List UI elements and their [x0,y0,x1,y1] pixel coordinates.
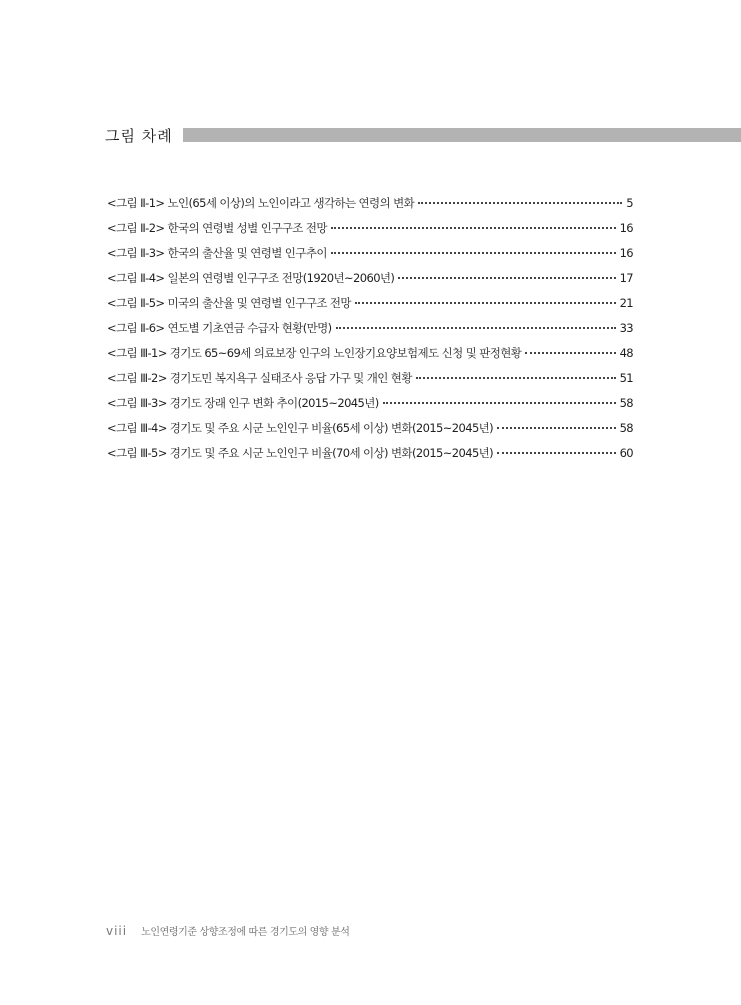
figure-title: 경기도 및 주요 시군 노인인구 비율(70세 이상) 변화(2015~2045년) [169,446,494,460]
section-header [105,125,741,145]
toc-entry[interactable] [107,191,633,216]
footer-report-title: 노인연령기준 상향조정에 따른 경기도의 영향 분석 [141,927,350,938]
page-number: 21 [619,296,633,310]
figure-label: <그림 Ⅲ-3> [107,396,167,410]
toc-entry[interactable] [107,366,633,391]
figure-label: <그림 Ⅱ-3> [107,246,165,260]
dot-leader [418,201,622,204]
toc-entry[interactable] [107,391,633,416]
page-number: 16 [619,246,633,260]
dot-leader [355,301,616,304]
dot-leader [398,276,615,279]
section-title: 그림 차례 [105,126,173,145]
toc-entry[interactable] [107,316,633,341]
figure-title: 연도별 기초연금 수급자 현황(만명) [167,321,332,335]
figure-label: <그림 Ⅲ-1> [107,346,167,360]
dot-leader [497,426,615,429]
figure-title: 경기도민 복지욕구 실태조사 응답 가구 및 개인 현황 [169,371,412,385]
page-footer [106,923,349,938]
toc-entry[interactable] [107,441,633,466]
dot-leader [336,326,616,329]
footer-page-number: viii [106,924,128,938]
toc-entry[interactable] [107,216,633,241]
figure-title: 경기도 장래 인구 변화 추이(2015~2045년) [169,396,379,410]
figure-list [107,191,633,466]
toc-entry[interactable] [107,266,633,291]
dot-leader [497,451,615,454]
toc-entry[interactable] [107,241,633,266]
figure-label: <그림 Ⅱ-5> [107,296,165,310]
figure-label: <그림 Ⅲ-4> [107,421,167,435]
page-number: 16 [619,221,633,235]
page-number: 58 [619,396,633,410]
page-number: 60 [619,446,633,460]
dot-leader [331,226,616,229]
toc-entry[interactable] [107,291,633,316]
page-number: 5 [626,196,633,210]
figure-title: 경기도 65~69세 의료보장 인구의 노인장기요양보험제도 신청 및 판정현황 [169,346,522,360]
figure-label: <그림 Ⅲ-5> [107,446,167,460]
figure-title: 경기도 및 주요 시군 노인인구 비율(65세 이상) 변화(2015~2045년) [169,421,494,435]
dot-leader [331,251,616,254]
figure-title: 노인(65세 이상)의 노인이라고 생각하는 연령의 변화 [167,196,415,210]
figure-label: <그림 Ⅱ-4> [107,271,165,285]
page-number: 51 [619,371,633,385]
toc-entry[interactable] [107,341,633,366]
section-header-bar [183,128,741,142]
dot-leader [383,401,616,404]
dot-leader [416,376,616,379]
dot-leader [525,351,615,354]
figure-title: 일본의 연령별 인구구조 전망(1920년~2060년) [167,271,395,285]
page-number: 33 [619,321,633,335]
page-number: 17 [619,271,633,285]
page-number: 48 [619,346,633,360]
figure-label: <그림 Ⅱ-1> [107,196,165,210]
figure-label: <그림 Ⅲ-2> [107,371,167,385]
page-number: 58 [619,421,633,435]
figure-title: 한국의 연령별 성별 인구구조 전망 [167,221,327,235]
figure-title: 미국의 출산율 및 연령별 인구구조 전망 [167,296,351,310]
figure-label: <그림 Ⅱ-6> [107,321,165,335]
figure-label: <그림 Ⅱ-2> [107,221,165,235]
figure-title: 한국의 출산율 및 연령별 인구추이 [167,246,327,260]
toc-entry[interactable] [107,416,633,441]
